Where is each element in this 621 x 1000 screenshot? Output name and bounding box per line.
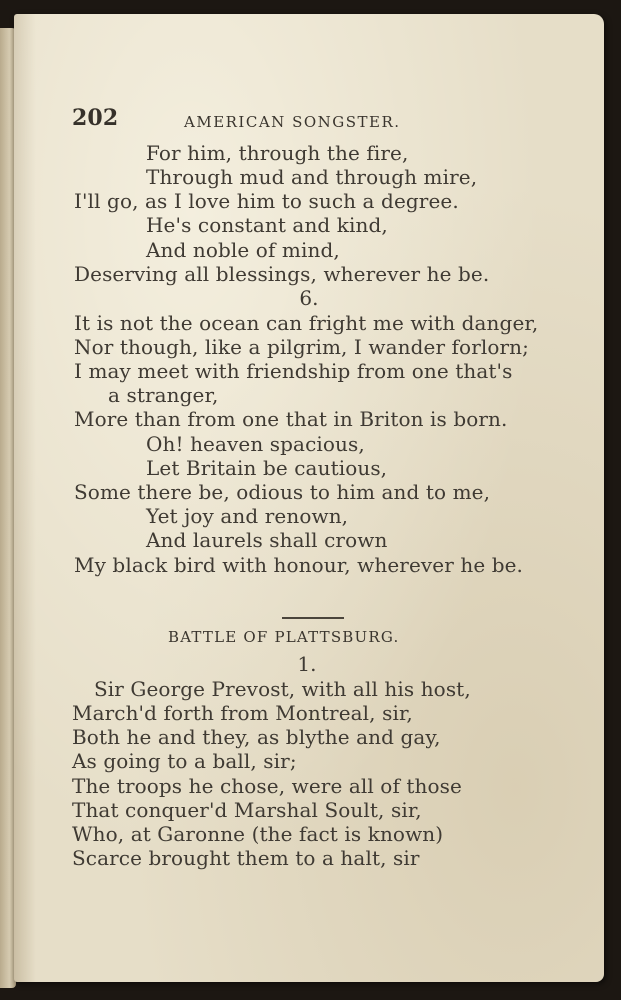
verse-line: For him, through the fire, bbox=[146, 141, 409, 165]
page-number: 202 bbox=[72, 105, 119, 131]
verse-line: Let Britain be cautious, bbox=[146, 456, 388, 480]
verse-line: I may meet with friendship from one that's bbox=[74, 359, 513, 383]
verse-line: That conquer'd Marshal Soult, sir, bbox=[72, 798, 422, 822]
verse-line: Deserving all blessings, wherever he be. bbox=[74, 262, 490, 286]
verse-line: Both he and they, as blythe and gay, bbox=[72, 725, 441, 749]
verse-line: The troops he chose, were all of those bbox=[72, 774, 462, 798]
verse-line: Who, at Garonne (the fact is known) bbox=[72, 822, 444, 846]
song-title: BATTLE OF PLATTSBURG. bbox=[168, 628, 400, 646]
verse-line: As going to a ball, sir; bbox=[72, 749, 297, 773]
verse-line: Some there be, odious to him and to me, bbox=[74, 480, 491, 504]
verse-line: Sir George Prevost, with all his host, bbox=[94, 677, 471, 701]
verse-line: Through mud and through mire, bbox=[146, 165, 478, 189]
running-title: AMERICAN SONGSTER. bbox=[184, 113, 401, 131]
verse-line: Nor though, like a pilgrim, I wander forlorn; bbox=[74, 335, 529, 359]
verse-line: More than from one that in Briton is born. bbox=[74, 407, 508, 431]
book-page bbox=[14, 14, 604, 982]
verse-line: Scarce brought them to a halt, sir bbox=[72, 846, 420, 870]
verse-line: March'd forth from Montreal, sir, bbox=[72, 701, 413, 725]
verse-line: It is not the ocean can fright me with danger, bbox=[74, 311, 539, 335]
stanza-number: 1. bbox=[297, 652, 317, 676]
verse-line: a stranger, bbox=[108, 383, 219, 407]
verse-line: Oh! heaven spacious, bbox=[146, 432, 365, 456]
section-divider bbox=[282, 617, 344, 619]
verse-line: My black bird with honour, wherever he be. bbox=[74, 553, 524, 577]
verse-line: And noble of mind, bbox=[146, 238, 340, 262]
verse-line: Yet joy and renown, bbox=[146, 504, 349, 528]
verse-line: And laurels shall crown bbox=[146, 528, 388, 552]
verse-line: I'll go, as I love him to such a degree. bbox=[74, 189, 459, 213]
verse-line: He's constant and kind, bbox=[146, 213, 388, 237]
stanza-number: 6. bbox=[299, 286, 319, 310]
